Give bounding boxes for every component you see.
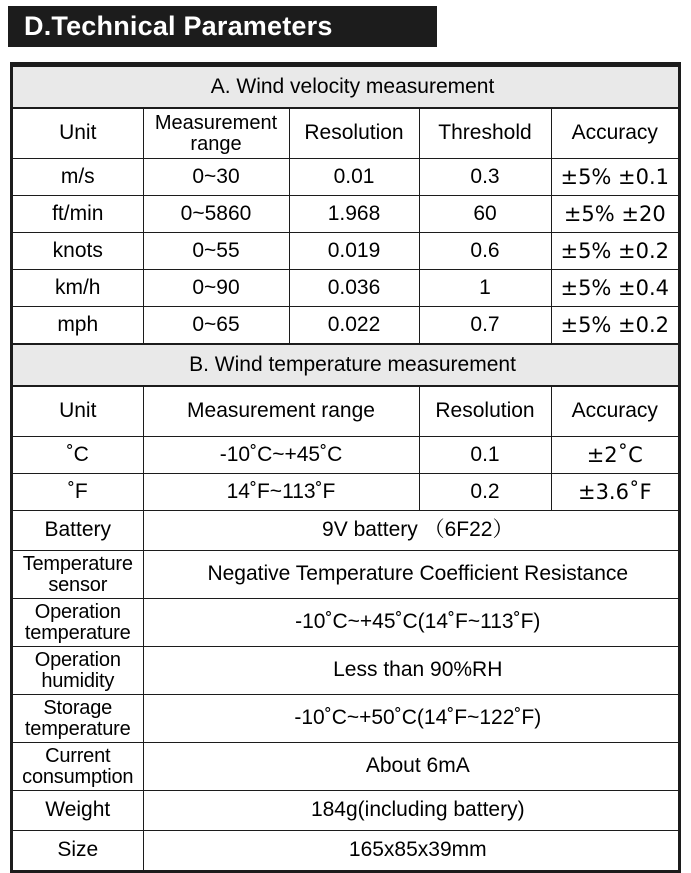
- spec-value: Negative Temperature Coefficient Resistance: [143, 551, 678, 599]
- cell-threshold: 60: [419, 196, 551, 233]
- spec-label: Battery: [13, 511, 143, 551]
- cell-resolution: 0.036: [289, 270, 419, 307]
- cell-resolution: 0.01: [289, 159, 419, 196]
- spec-label: [13, 551, 143, 599]
- table-row: [13, 233, 678, 270]
- column-header-resolution: Resolution: [419, 386, 551, 437]
- cell-resolution: 0.1: [419, 437, 551, 474]
- column-header-accuracy: Accuracy: [551, 386, 678, 437]
- column-header-unit: Unit: [13, 386, 143, 437]
- table-row: [13, 159, 678, 196]
- cell-unit: knots: [13, 233, 143, 270]
- spec-label-line1: Storage: [43, 697, 113, 720]
- cell-unit: km/h: [13, 270, 143, 307]
- cell-range: 0~30: [143, 159, 289, 196]
- cell-accuracy: ±3.6˚F: [551, 474, 678, 511]
- table-b-header-row: [13, 386, 678, 437]
- table-row: [13, 437, 678, 474]
- cell-unit: ft/min: [13, 196, 143, 233]
- cell-resolution: 0.019: [289, 233, 419, 270]
- spec-label-line1: Temperature: [22, 553, 133, 576]
- spec-label-line2: temperature: [24, 717, 131, 740]
- cell-range: 0~55: [143, 233, 289, 270]
- table-a-header-row: [13, 108, 678, 159]
- spec-label: [13, 743, 143, 791]
- cell-accuracy: ±5% ±0.2: [551, 307, 678, 345]
- table-row: [13, 270, 678, 307]
- cell-resolution: 1.968: [289, 196, 419, 233]
- spec-row-operation-humidity: [13, 647, 678, 695]
- cell-range: -10˚C~+45˚C: [143, 437, 419, 474]
- cell-threshold: 1: [419, 270, 551, 307]
- measurement-range-line1: Measurement: [154, 112, 278, 135]
- spec-row-battery: [13, 511, 678, 551]
- spec-label-line1: Current: [45, 745, 111, 768]
- section-header-wind-velocity: [13, 66, 678, 108]
- spec-label: [13, 647, 143, 695]
- table-row: [13, 474, 678, 511]
- spec-value: -10˚C~+45˚C(14˚F~113˚F): [143, 599, 678, 647]
- spec-row-temperature-sensor: [13, 551, 678, 599]
- column-header-unit: Unit: [13, 108, 143, 159]
- section-header-cell: [13, 66, 678, 108]
- spec-row-storage-temperature: [13, 695, 678, 743]
- spec-label: [13, 599, 143, 647]
- spec-label: [13, 695, 143, 743]
- measurement-range-line2: range: [190, 132, 242, 155]
- cell-unit: ˚F: [13, 474, 143, 511]
- cell-accuracy: ±2˚C: [551, 437, 678, 474]
- cell-accuracy: ±5% ±0.1: [551, 159, 678, 196]
- cell-threshold: 0.3: [419, 159, 551, 196]
- table-row: [13, 307, 678, 345]
- cell-range: 0~65: [143, 307, 289, 345]
- section-b-title: B. Wind temperature measurement: [189, 352, 516, 376]
- cell-resolution: 0.022: [289, 307, 419, 345]
- spec-row-size: [13, 831, 678, 871]
- spec-label-line2: temperature: [24, 621, 131, 644]
- cell-unit: ˚C: [13, 437, 143, 474]
- page-title: D.Technical Parameters: [24, 11, 333, 41]
- spec-value: 165x85x39mm: [143, 831, 678, 871]
- column-header-measurement-range: Measurement range: [143, 386, 419, 437]
- cell-threshold: 0.6: [419, 233, 551, 270]
- cell-range: 14˚F~113˚F: [143, 474, 419, 511]
- column-header-threshold: Threshold: [419, 108, 551, 159]
- cell-unit: mph: [13, 307, 143, 345]
- cell-resolution: 0.2: [419, 474, 551, 511]
- cell-range: 0~5860: [143, 196, 289, 233]
- column-header-resolution: Resolution: [289, 108, 419, 159]
- spec-value: 184g(including battery): [143, 791, 678, 831]
- cell-unit: m/s: [13, 159, 143, 196]
- spec-label-line1: Operation: [34, 601, 121, 624]
- cell-threshold: 0.7: [419, 307, 551, 345]
- column-header-accuracy: Accuracy: [551, 108, 678, 159]
- cell-accuracy: ±5% ±0.4: [551, 270, 678, 307]
- spec-label-line2: consumption: [22, 765, 134, 788]
- spec-value: About 6mA: [143, 743, 678, 791]
- spec-row-current-consumption: [13, 743, 678, 791]
- table-row: [13, 196, 678, 233]
- spec-label: Weight: [13, 791, 143, 831]
- spec-row-operation-temperature: [13, 599, 678, 647]
- spec-label-line2: sensor: [48, 573, 108, 596]
- spec-row-weight: [13, 791, 678, 831]
- specifications-table-frame: [10, 62, 681, 873]
- cell-accuracy: ±5% ±0.2: [551, 233, 678, 270]
- section-header-wind-temperature: [13, 344, 678, 386]
- spec-label-line1: Operation: [34, 649, 121, 672]
- column-header-measurement-range: [143, 108, 289, 159]
- spec-value: 9V battery （6F22）: [143, 511, 678, 551]
- cell-range: 0~90: [143, 270, 289, 307]
- section-header-cell: [13, 344, 678, 386]
- page-title-banner: [8, 6, 437, 47]
- spec-label-line2: humidity: [41, 669, 115, 692]
- spec-value: Less than 90%RH: [143, 647, 678, 695]
- spec-label: Size: [13, 831, 143, 871]
- cell-accuracy: ±5% ±20: [551, 196, 678, 233]
- spec-value: -10˚C~+50˚C(14˚F~122˚F): [143, 695, 678, 743]
- section-a-title: A. Wind velocity measurement: [210, 74, 495, 98]
- specifications-table: [13, 65, 678, 870]
